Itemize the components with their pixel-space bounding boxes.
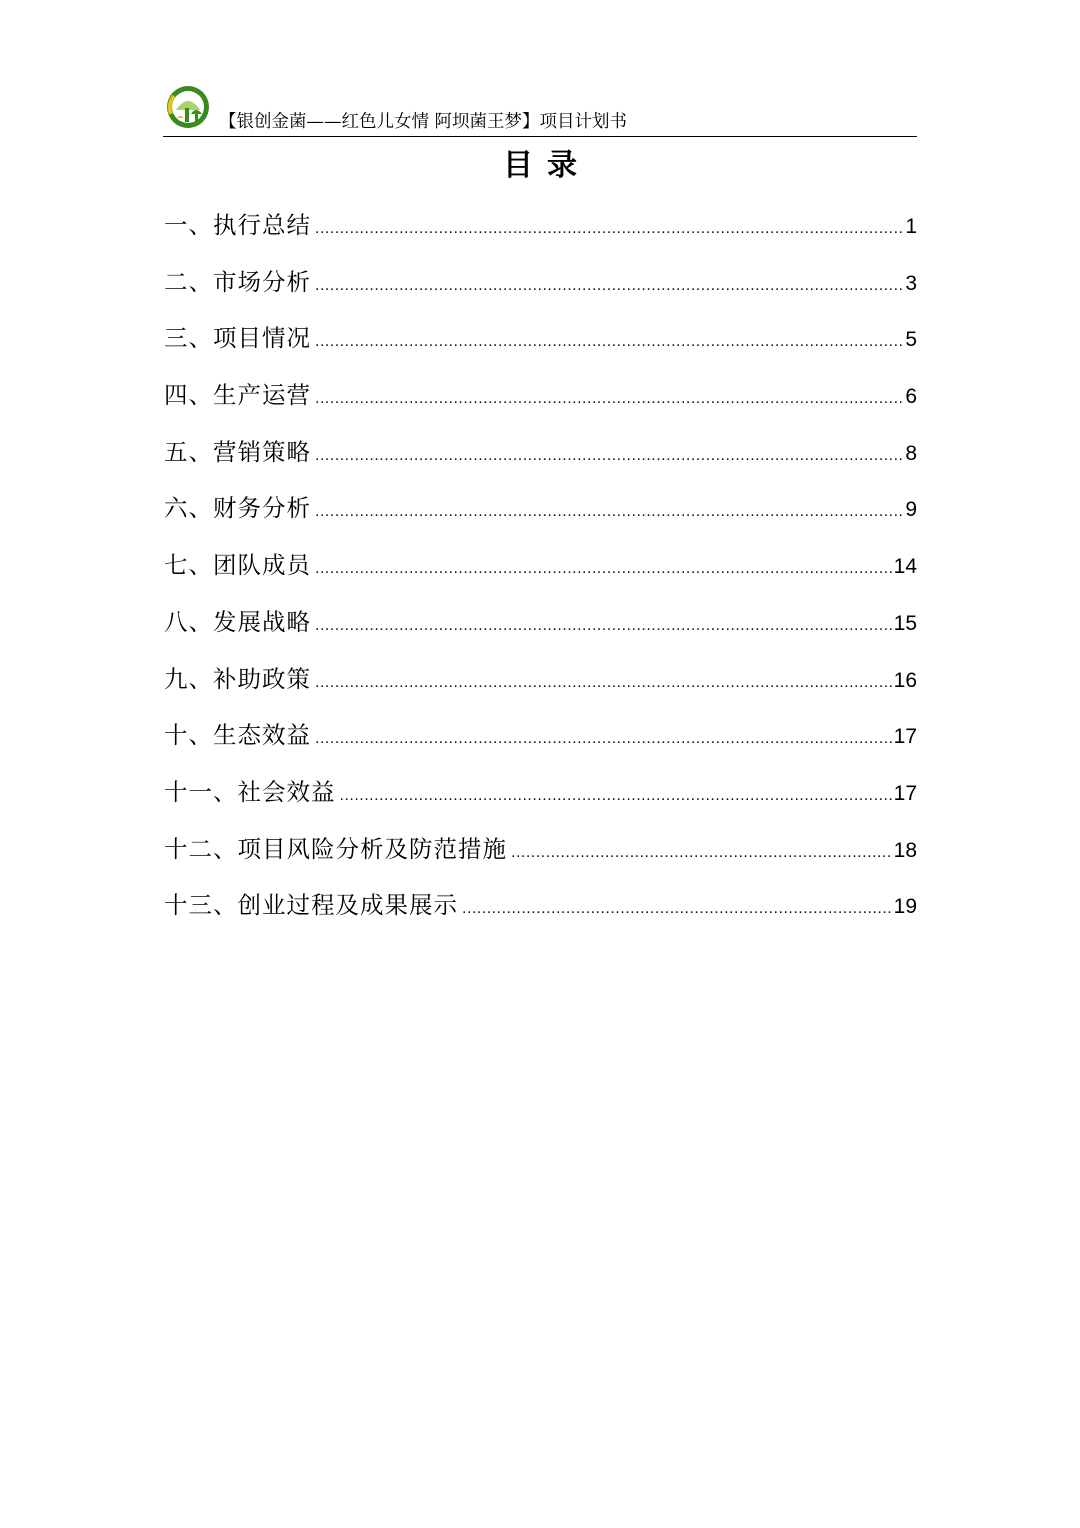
toc-leader-dots	[315, 492, 903, 532]
toc-leader-dots	[511, 833, 892, 873]
toc-entry-page: 16	[893, 668, 917, 692]
toc-entry-page: 8	[905, 441, 917, 465]
toc-entry[interactable]	[164, 262, 917, 319]
toc-leader-dots	[315, 549, 892, 589]
toc-entry-page: 9	[905, 498, 917, 522]
toc-entry-label: 九、补助政策	[164, 664, 311, 693]
toc-entry-page: 6	[905, 385, 917, 409]
toc-entry-label: 一、执行总结	[164, 211, 311, 239]
page-header	[163, 84, 917, 137]
toc-entry[interactable]	[164, 432, 917, 489]
toc-leader-dots	[315, 322, 903, 362]
toc-leader-dots	[315, 266, 903, 306]
toc-entry[interactable]	[164, 488, 917, 545]
toc-entry-page: 17	[893, 781, 917, 805]
toc-entry-page: 1	[905, 215, 917, 238]
toc-entry-label: 十、生态效益	[164, 721, 311, 750]
toc-leader-dots	[315, 379, 903, 419]
table-of-contents	[164, 205, 917, 942]
toc-entry-label: 十二、项目风险分析及防范措施	[164, 834, 507, 863]
document-header-title: 【银创金菌——红色儿女情 阿坝菌王梦】项目计划书	[219, 112, 628, 132]
toc-entry[interactable]	[164, 375, 917, 432]
toc-entry-page: 3	[905, 271, 917, 295]
toc-leader-dots	[315, 209, 903, 249]
toc-entry-label: 三、项目情况	[164, 324, 311, 353]
toc-leader-dots	[315, 606, 892, 646]
toc-entry-label: 二、市场分析	[164, 267, 311, 296]
toc-title: 目录	[503, 148, 591, 183]
toc-entry-label: 十三、创业过程及成果展示	[164, 891, 458, 920]
toc-entry-page: 18	[893, 838, 917, 862]
toc-entry[interactable]	[164, 829, 917, 886]
mushroom-logo-icon	[165, 84, 211, 130]
toc-entry-page: 17	[893, 725, 917, 749]
toc-leader-dots	[340, 776, 892, 816]
toc-leader-dots	[462, 889, 892, 929]
toc-entry[interactable]	[164, 318, 917, 375]
toc-entry[interactable]	[164, 772, 917, 829]
toc-entry-label: 七、团队成员	[164, 551, 311, 580]
toc-entry[interactable]	[164, 885, 917, 942]
toc-leader-dots	[315, 663, 892, 703]
toc-entry-label: 八、发展战略	[164, 607, 311, 636]
toc-entry-page: 19	[893, 895, 917, 919]
toc-entry[interactable]	[164, 205, 917, 262]
toc-entry-page: 5	[905, 328, 917, 352]
toc-entry[interactable]	[164, 545, 917, 602]
toc-entry-page: 14	[893, 555, 917, 579]
toc-entry[interactable]	[164, 715, 917, 772]
toc-entry-page: 15	[893, 611, 917, 635]
toc-leader-dots	[315, 436, 903, 476]
toc-leader-dots	[315, 719, 892, 759]
toc-entry-label: 十一、社会效益	[164, 777, 336, 806]
toc-entry[interactable]	[164, 602, 917, 659]
toc-entry-label: 六、财务分析	[164, 494, 311, 523]
toc-entry-label: 五、营销策略	[164, 437, 311, 466]
toc-entry[interactable]	[164, 659, 917, 716]
toc-entry-label: 四、生产运营	[164, 381, 311, 410]
